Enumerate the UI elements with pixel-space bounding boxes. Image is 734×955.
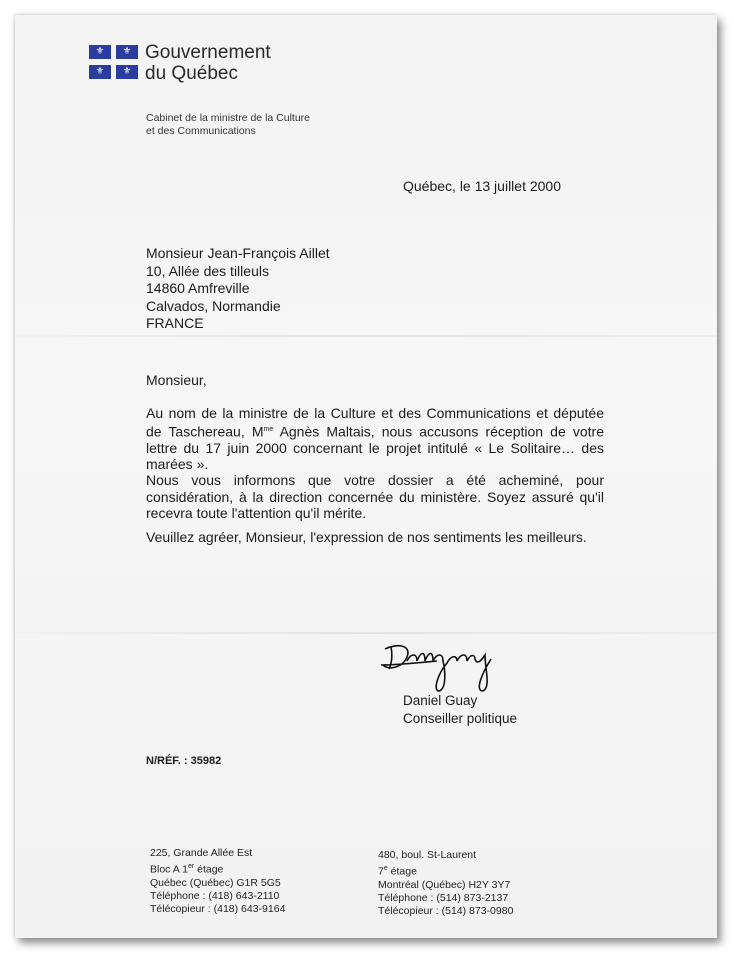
government-name: Gouvernement du Québec	[145, 42, 271, 84]
paragraph-2: Nous vous informons que votre dossier a été acheminé, pour considération, à la direction concernée du ministère. Soyez assuré qu'il recevra toute l'attention qu'il mérite.	[146, 472, 604, 521]
recipient-address: Monsieur Jean-François Aillet 10, Allée des tilleuls 14860 Amfreville Calvados, Normandie FRANCE	[146, 245, 330, 331]
paragraph-1: Au nom de la ministre de la Culture et des Communications et députée de Taschereau, $M^{me}$ Agnès Maltais, nous accusons réception de votre lettre du 17 juin 2000 concernant le projet intitulé « Le Solitaire… des marées ».	[146, 405, 604, 473]
closing: Veuillez agréer, Monsieur, l'expression de nos sentiments les meilleurs.	[146, 529, 587, 545]
fleur-de-lis-icon: ⚜	[89, 45, 111, 59]
letter-date: Québec, le 13 juillet 2000	[403, 178, 561, 194]
fleur-de-lis-icon: ⚜	[89, 65, 111, 79]
paper-fold-line	[15, 632, 717, 634]
handwritten-signature	[377, 635, 537, 700]
fleur-de-lis-icon: ⚜	[116, 65, 138, 79]
fleur-de-lis-icon: ⚜	[116, 45, 138, 59]
footer-montreal-office: 480, boul. St-Laurent 7e étage Montréal (Québec) H2Y 3Y7 Téléphone : (514) 873-2137 Télécopieur : (514) 873-0980	[378, 849, 514, 917]
cabinet-name: Cabinet de la ministre de la Culture et des Communications	[146, 112, 311, 137]
paper-fold-line	[15, 335, 717, 337]
reference-number: N/RÉF. : 35982	[146, 755, 222, 767]
letter-page	[15, 15, 717, 938]
signature-icon	[377, 635, 537, 695]
flag-icons	[89, 45, 139, 81]
salutation: Monsieur,	[146, 372, 207, 388]
signer-block: Daniel Guay Conseiller politique	[403, 693, 518, 726]
footer-quebec-office: 225, Grande Allée Est Bloc A 1er étage Québec (Québec) G1R 5G5 Téléphone : (418) 643-2110 Télécopieur : (418) 643-9164	[150, 847, 286, 915]
